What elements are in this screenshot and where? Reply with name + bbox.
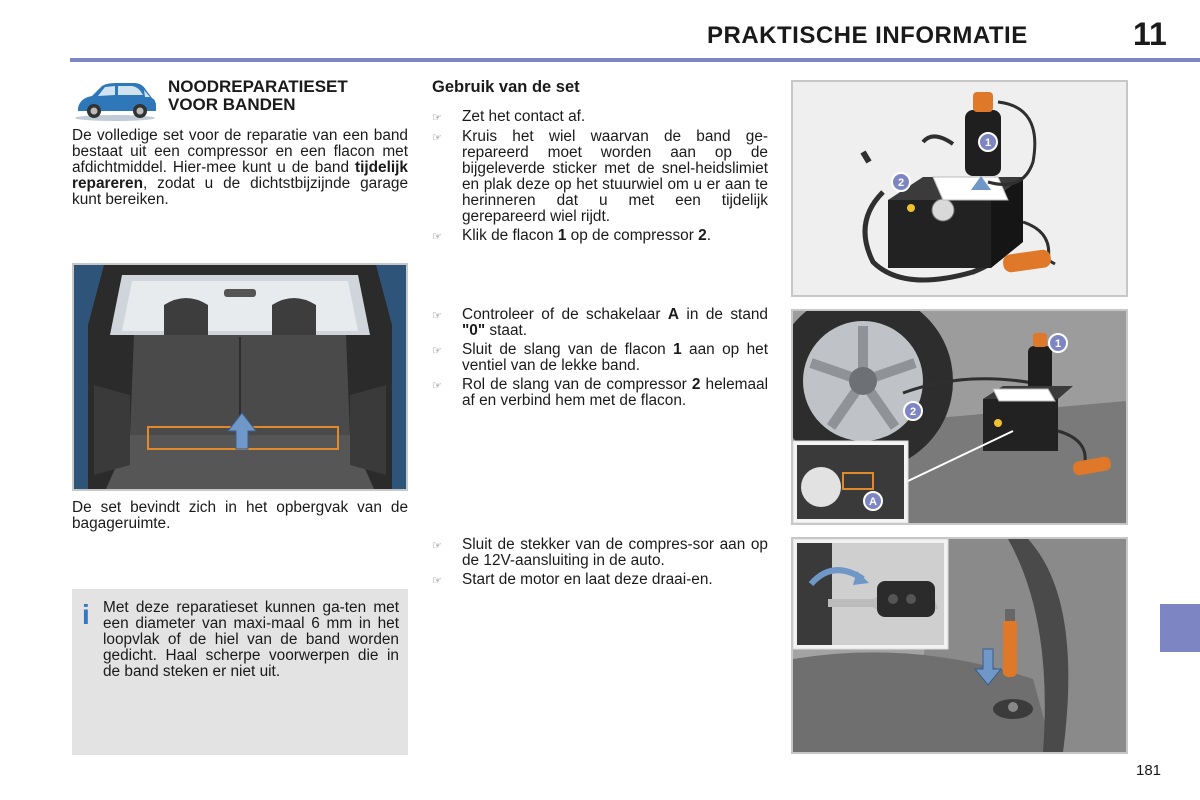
hand-bullet-icon: ☞ (432, 540, 442, 552)
step-item (432, 307, 768, 339)
chapter-side-tab (1160, 604, 1200, 652)
page-header-title: PRAKTISCHE INFORMATIE (707, 22, 1028, 49)
hand-bullet-icon: ☞ (432, 310, 442, 322)
chapter-number: 11 (1133, 16, 1167, 52)
kit-location-text: De set bevindt zich in het opbergvak van de bagageruimte. (72, 499, 408, 532)
hand-bullet-icon: ☞ (432, 112, 442, 124)
step-text: Kruis het wiel waarvan de band ge-repareerd moet worden aan op de bijgeleverde sticker met de snel-heidslimiet en plak deze op het stuurwiel om u er aan te herinneren dat u met een tijdelijk gerepareerd wiel rijdt. (462, 128, 768, 225)
steps-group-3 (432, 537, 768, 592)
intro-text-bold: tijdelijk repareren (72, 159, 408, 192)
info-box (72, 589, 408, 755)
intro-text-1: De volledige set voor de reparatie van een band bestaat uit een compressor en een flacon met afdichtmiddel. Hier-mee kunt u de band (72, 127, 408, 176)
section-heading-line-1: NOODREPARATIESET (168, 77, 348, 96)
callout-1-label: 1 (984, 137, 992, 149)
callout-2-label: 2 (897, 177, 905, 189)
step-item (432, 572, 768, 589)
figure-12v-socket (791, 537, 1128, 754)
usage-heading: Gebruik van de set (432, 78, 580, 96)
callout-a-label: A (869, 496, 877, 508)
car-icon (72, 80, 158, 122)
info-icon: i (82, 599, 90, 630)
step-text: Controleer of de schakelaar A in de stand "0" staat. (462, 306, 768, 339)
steps-group-1 (432, 109, 768, 248)
page-number: 181 (1136, 762, 1162, 779)
hand-bullet-icon: ☞ (432, 575, 442, 587)
step-text: Sluit de slang van de flacon 1 aan op het ventiel van de lekke band. (462, 341, 768, 374)
intro-paragraph (72, 128, 408, 208)
step-item (432, 342, 768, 374)
hand-bullet-icon: ☞ (432, 231, 442, 243)
step-text: Rol de slang van de compressor 2 helemaal af en verbind hem met de flacon. (462, 376, 769, 409)
section-heading (168, 78, 408, 114)
info-text: Met deze reparatieset kunnen ga-ten met een diameter van maxi-maal 6 mm in het loopvlak of de hiel van de band worden gedicht. Haal scherpe voorwerpen die in de band steken er niet uit. (103, 599, 399, 680)
step-text: Zet het contact af. (462, 108, 586, 125)
section-heading-line-2: VOOR BANDEN (168, 95, 296, 114)
steps-group-2 (432, 307, 768, 412)
intro-text-2: , zodat u de dichtstbijzijnde garage kunt bereiken. (72, 175, 408, 208)
step-text: Klik de flacon 1 op de compressor 2. (462, 227, 711, 244)
callout-2-label: 2 (909, 406, 917, 418)
step-item (432, 129, 768, 225)
hand-bullet-icon: ☞ (432, 380, 442, 392)
step-item (432, 109, 768, 126)
step-text: Sluit de stekker van de compres-sor aan op de 12V-aansluiting in de auto. (462, 536, 768, 569)
figure-compressor-flacon (791, 80, 1128, 297)
figure-wheel-connection (791, 309, 1128, 525)
step-item (432, 377, 768, 409)
hand-bullet-icon: ☞ (432, 345, 442, 357)
step-text: Start de motor en laat deze draai-en. (462, 571, 713, 588)
callout-1-label: 1 (1054, 338, 1062, 350)
trunk-illustration (72, 263, 408, 491)
step-item (432, 228, 768, 245)
header-rule (70, 58, 1200, 62)
step-item (432, 537, 768, 569)
hand-bullet-icon: ☞ (432, 132, 442, 144)
